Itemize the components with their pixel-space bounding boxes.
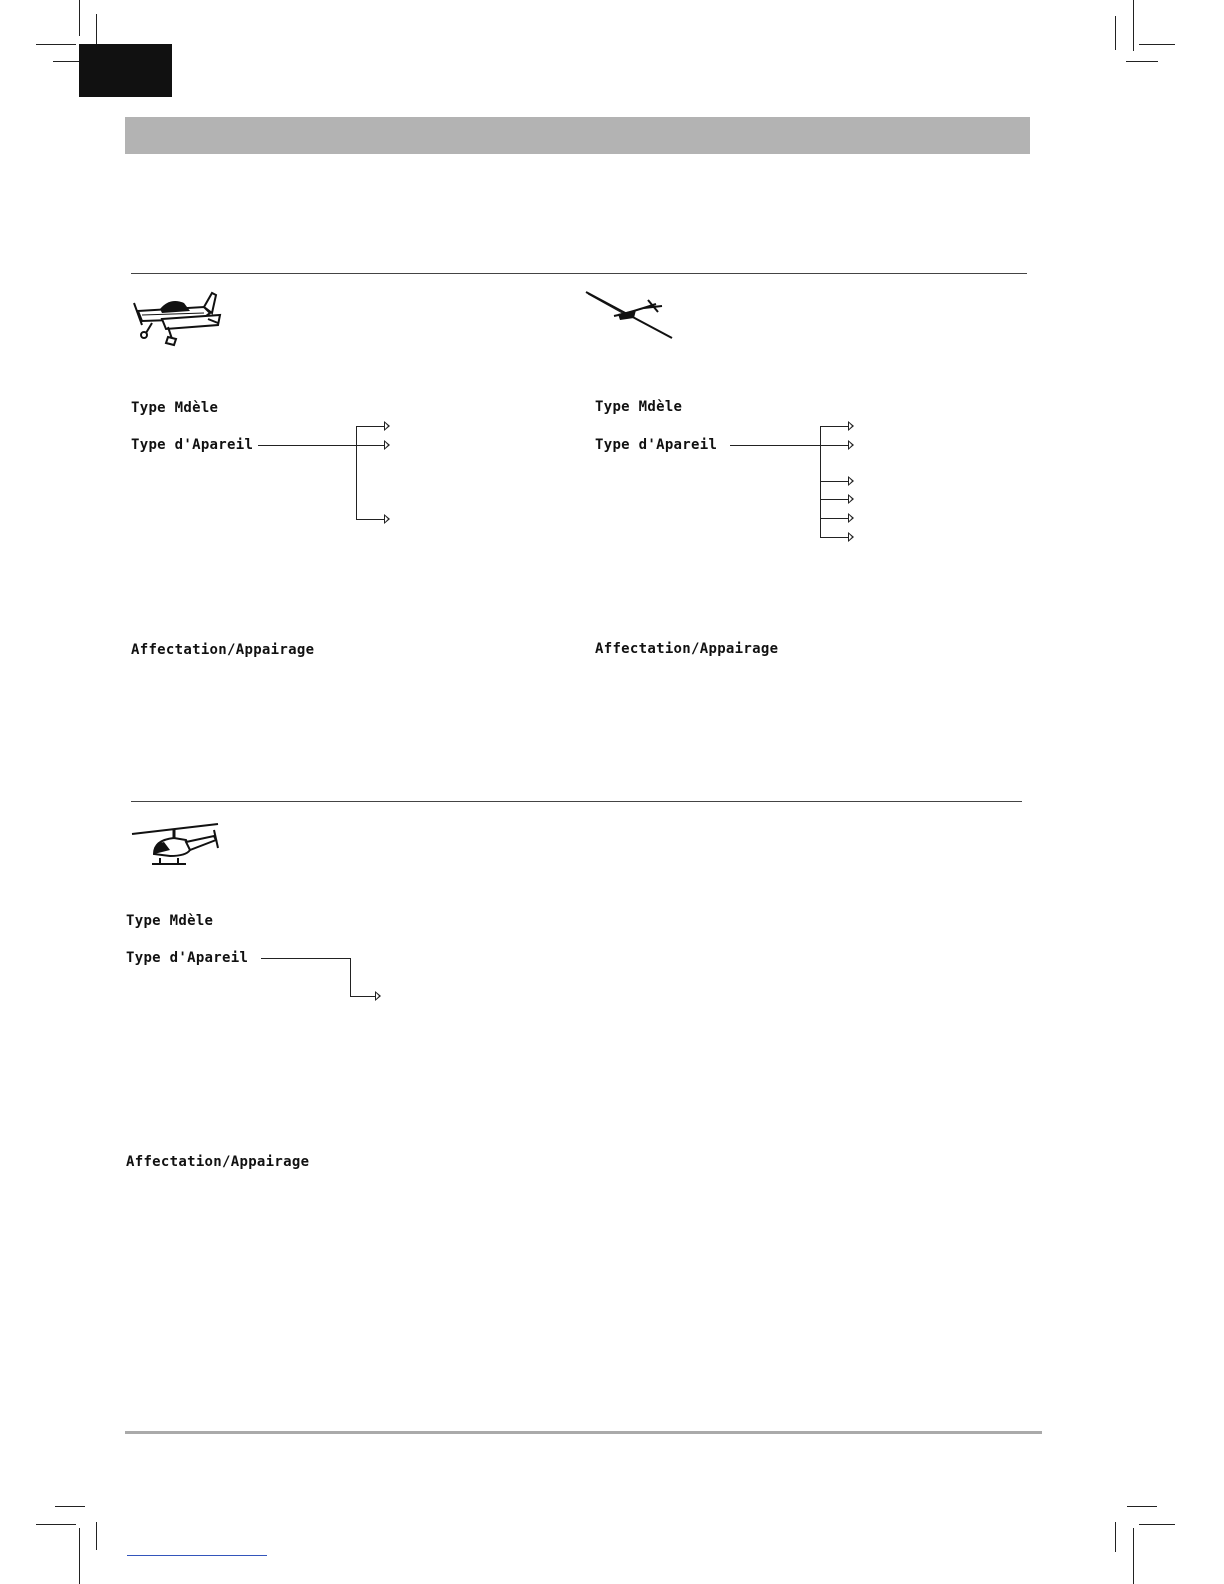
helicopter-icon [130, 820, 222, 870]
connector-line [820, 426, 850, 427]
model-type-label: Type Mdèle [131, 400, 219, 416]
crop-mark [36, 1524, 76, 1525]
crop-mark [1126, 61, 1158, 62]
connector-line [350, 958, 351, 996]
connector-line [820, 499, 850, 500]
crop-mark [1127, 1506, 1157, 1507]
connector-line [350, 996, 377, 997]
crop-mark [1139, 44, 1175, 45]
arrow-icon [848, 532, 854, 542]
connector-line [258, 445, 386, 446]
arrow-icon [384, 421, 390, 431]
bind-label: Affectation/Appairage [126, 1154, 310, 1170]
airplane-icon [132, 289, 222, 349]
crop-mark [1115, 1522, 1116, 1552]
arrow-icon [848, 476, 854, 486]
arrow-icon [375, 991, 381, 1001]
crop-mark [1133, 1528, 1134, 1584]
connector-line [820, 481, 850, 482]
connector-line [820, 518, 850, 519]
page-tab [79, 44, 172, 97]
connector-line [356, 426, 357, 519]
glider-icon [584, 290, 676, 342]
model-type-label: Type Mdèle [126, 913, 214, 929]
bind-label: Affectation/Appairage [595, 641, 779, 657]
header-band [125, 117, 1030, 154]
arrow-icon [848, 513, 854, 523]
arrow-icon [848, 494, 854, 504]
crop-mark [55, 1506, 85, 1507]
aircraft-type-label: Type d'Apareil [131, 437, 254, 453]
crop-mark [79, 0, 80, 36]
footer-rule [125, 1431, 1042, 1434]
arrow-icon [848, 421, 854, 431]
connector-line [820, 537, 850, 538]
crop-mark [96, 1522, 97, 1550]
crop-mark [79, 1528, 80, 1584]
connector-line [730, 445, 850, 446]
crop-mark [1115, 16, 1116, 50]
model-type-label: Type Mdèle [595, 399, 683, 415]
arrow-icon [384, 440, 390, 450]
footer-link-underline[interactable] [127, 1555, 267, 1556]
bind-label: Affectation/Appairage [131, 642, 315, 658]
crop-mark [1133, 0, 1134, 51]
arrow-icon [384, 514, 390, 524]
arrow-icon [848, 440, 854, 450]
crop-mark [36, 44, 76, 45]
aircraft-type-label: Type d'Apareil [126, 950, 249, 966]
crop-mark [1139, 1524, 1175, 1525]
section-divider [131, 801, 1022, 802]
section-divider [131, 273, 1027, 274]
aircraft-type-label: Type d'Apareil [595, 437, 718, 453]
connector-line [356, 519, 386, 520]
connector-line [356, 426, 386, 427]
connector-line [261, 958, 351, 959]
